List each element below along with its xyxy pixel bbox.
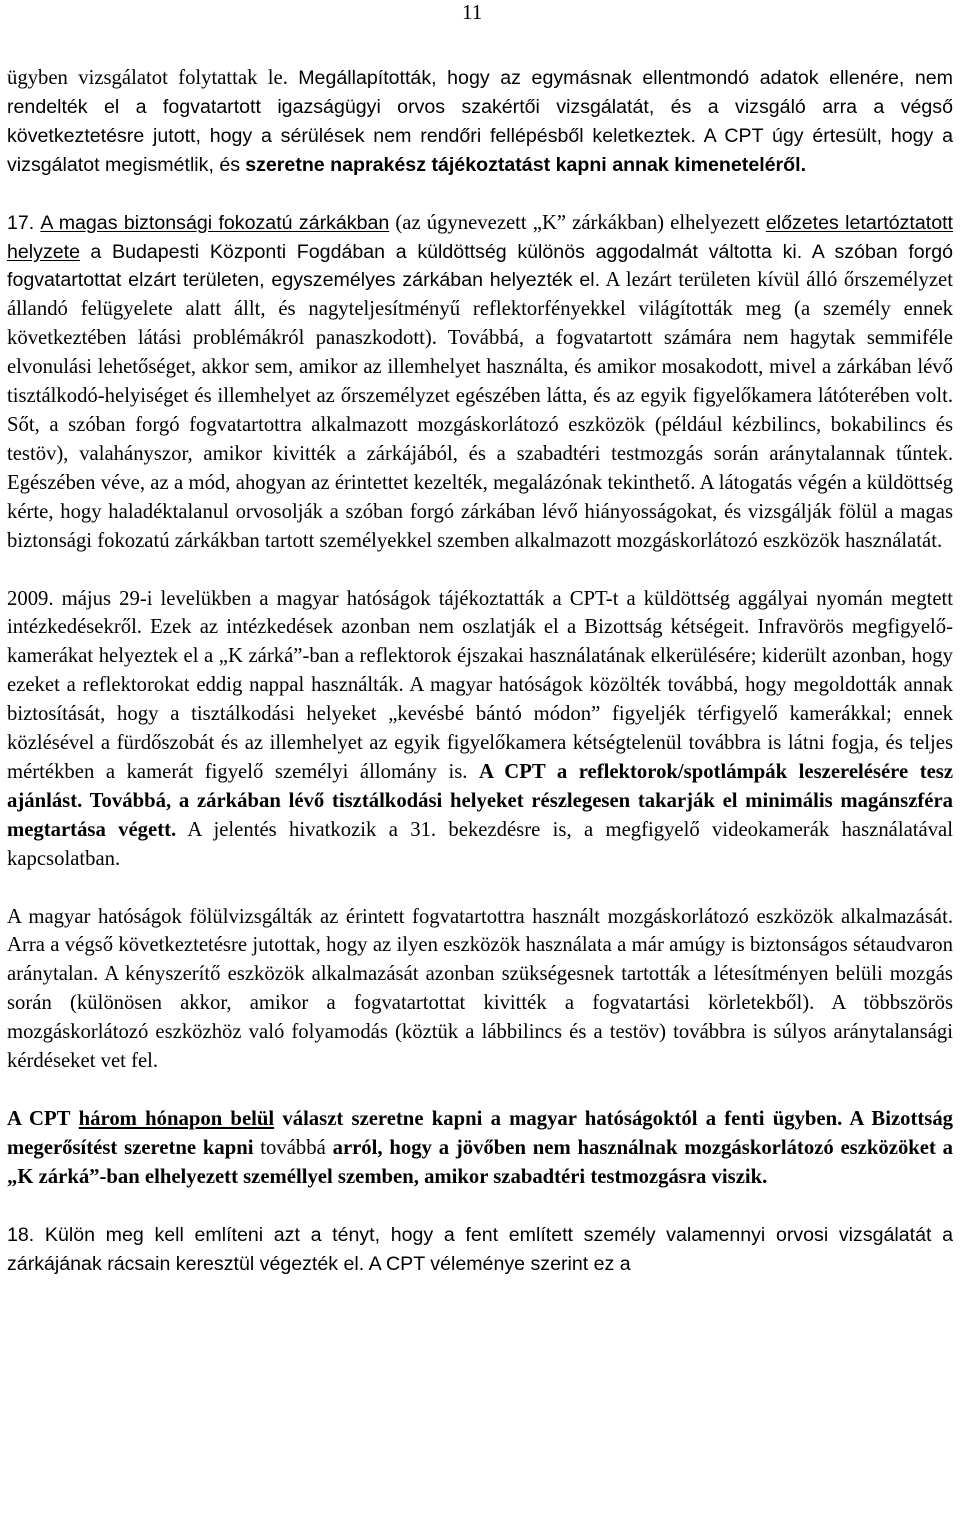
page-number: 11 — [462, 0, 483, 24]
text-run-sans: 18. Külön meg kell említeni azt a tényt, hogy a fent említett személy valamennyi orvosi vizsgálatát a zárkájának rácsain keresztül végezték el. A CPT véleménye szerint ez a — [7, 1223, 953, 1275]
text-run: (az úgynevezett „K” zárkákban) elhelyezett — [395, 211, 760, 234]
document-body — [7, 64, 953, 1308]
text-run: A jelentés hivatkozik a 31. bekezdésre is, a megfigyelő videokamerák használatával kapcsolatban. — [7, 818, 953, 870]
underlined-deadline: három hónapon belül — [78, 1108, 275, 1130]
paragraph-cpt-request — [7, 1105, 953, 1192]
bold-text: arról, hogy a jövőben nem használnak mozgáskorlátozó eszközöket a „K zárká”-ban elhelyezett személlyel szemben, amikor szabadtéri testmozgásra viszik. — [7, 1136, 954, 1188]
paragraph-response-2009 — [7, 585, 953, 874]
paragraph-restraints — [7, 903, 953, 1076]
paragraph-17 — [7, 209, 953, 556]
bold-recommendation: A CPT a reflektorok/spotlámpák leszerelésére tesz ajánlást. Továbbá, a zárkában lévő tisztálkodási helyeket részlegesen takarják el minimális magánszféra megtartása végett. — [7, 760, 954, 841]
paragraph-18 — [7, 1221, 953, 1279]
underlined-text: A magas biztonsági fokozatú zárkákban — [40, 211, 390, 234]
text-run: 2009. május 29-i levelükben a magyar hatóságok tájékoztatták a CPT-t a küldöttség aggályai nyomán megtett intézkedésekről. Ezek az intézkedések azonban nem oszlatják el a Bizottság kétségeit. Infravörös megfigyelő-kamerákat helyeztek el a „K zárká”-ban a reflektorok éjszakai használatának elkerülésére; kiderült azonban, hogy ezeket a reflektorokat eddig nappal használták. A magyar hatóságok közölték továbbá, hogy megoldották annak biztosítását, hogy a tisztálkodási helyeket „kevésbé bántó módon” figyeljék térfigyelő kamerákkal; ennek közlésével a fürdőszobát és az illemhelyet az egyik figyelőkamera kétségtelenül továbbra is látni fogja, és teljes mértékben a kamerát figyelő személyi állomány is. — [7, 587, 953, 783]
underlined-text: előzetes letartóztatott helyzete — [7, 211, 953, 263]
text-run: ügyben vizsgálatot folytattak le. — [7, 67, 288, 89]
bold-request: szeretne naprakész tájékoztatást kapni annak kimeneteléről. — [245, 153, 807, 176]
text-run-sans: a Budapesti Központi Fogdában a küldöttség különös aggodalmát váltotta ki. A szóban forgó fogvatartottat elzárt területen, egyszemélyes zárkában helyezték el. — [7, 240, 954, 292]
paragraph-number: 17. — [7, 211, 35, 234]
paragraph-continuation — [7, 64, 953, 180]
bold-text: A CPT — [7, 1108, 71, 1130]
text-run: A lezárt területen kívül álló őrszemélyzet állandó felügyelete alatt állt, és nagyteljesítményű reflektorfényekkel világították meg (a személy ennek következtében látási problémákról panaszkodott). Továbbá, a fogvatartott számára nem hagytak semmiféle elvonulási lehetőséget, akkor sem, amikor az illemhelyet használta, és amikor mosakodott, mivel a zárkában lévő tisztálkodó-helyiséget és illemhelyet az őrszemélyzet egészében látta, és az egyik figyelőkamera látóterében volt. Sőt, a szóban forgó fogvatartottra alkalmazott mozgáskorlátozó eszközök (például kézbilincs, bokabilincs és testöv), valahányszor, amikor kivitték a zárkájából, és a szabadtéri testmozgás során aránytalannak tűntek. Egészében véve, az a mód, ahogyan az érintettet kezelték, megalázónak tekinthető. A látogatás végén a küldöttség kérte, hogy haladéktalanul orvosolják a szóban forgó zárkában lévő hiányosságokat, és vizsgálják fölül a magas biztonsági fokozatú zárkákban tartott személyekkel szemben alkalmazott mozgáskorlátozó eszközök használatát. — [7, 269, 953, 552]
text-run: A magyar hatóságok fölülvizsgálták az érintett fogvatartottra használt mozgáskorlátozó eszközök alkalmazását. Arra a végső következtetésre jutottak, hogy az ilyen eszközök használata a már amúgy is biztonságos sétaudvaron aránytalan. A kényszerítő eszközök alkalmazását azonban szükségesnek tartották a létesítményen belüli mozgás során (különösen akkor, amikor a fogvatartottat kivitték a fogvatartási körletekből). A többszörös mozgáskorlátozó eszközhöz való folyamodás (köztük a lábbilincs és a testöv) továbbra is súlyos aránytalansági kérdéseket vet fel. — [7, 905, 953, 1073]
bold-text: választ szeretne kapni a magyar hatóságoktól a fenti ügyben. A Bizottság megerősítést szeretne kapni — [7, 1108, 954, 1159]
text-run-sans: Megállapították, hogy az egymásnak ellentmondó adatok ellenére, nem rendelték el a fogvatartott igazságügyi orvos szakértői vizsgálatát, és a vizsgáló arra a végső következtetésre jutott, hogy a sérülések nem rendőri fellépésből keletkeztek. A CPT úgy értesült, hogy a vizsgálatot megismétlik, és — [7, 67, 954, 176]
text-run: továbbá — [260, 1136, 326, 1159]
